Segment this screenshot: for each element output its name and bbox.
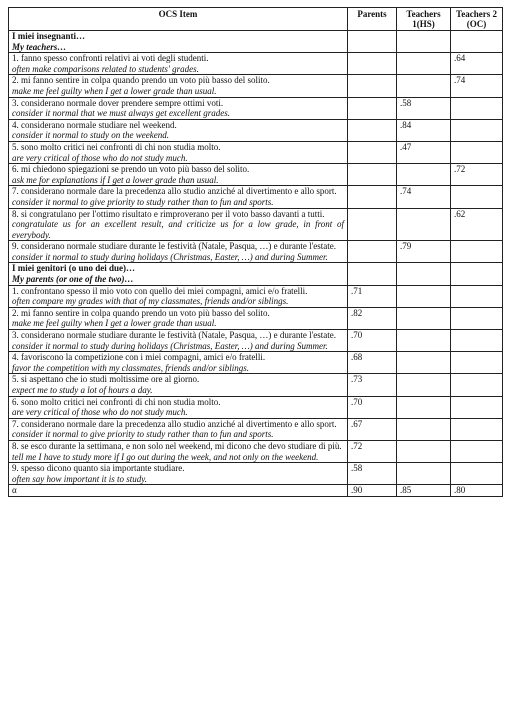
teachers1-value <box>397 330 451 352</box>
item-text-en: consider it normal to study during holidays (Christmas, Easter, …) and during Summer. <box>12 340 328 351</box>
parents-value <box>348 97 397 119</box>
header-row <box>9 8 503 31</box>
alpha-row <box>9 485 503 497</box>
section-title-en: My parents (or one of the two)… <box>12 274 134 285</box>
item-text-it: 7. considerano normale dare la precedenza allo studio anziché al divertimento e allo sport. <box>12 418 337 429</box>
ocs-items-table <box>8 7 503 497</box>
section-title-en: My teachers… <box>12 41 67 52</box>
parents-value <box>348 119 397 141</box>
table-row <box>9 374 503 396</box>
empty-cell <box>348 31 397 53</box>
item-text-it: 4. considerano normale studiare nel weekend. <box>12 119 177 130</box>
teachers1-value: .58 <box>397 97 451 119</box>
table-row <box>9 307 503 329</box>
teachers2-value <box>451 141 503 163</box>
teachers1-value: .84 <box>397 119 451 141</box>
item-text-en: consider it normal to study during holidays (Christmas, Easter, …) and during Summer. <box>12 251 328 262</box>
teachers1-value <box>397 463 451 485</box>
table-row <box>9 285 503 307</box>
item-text-it: 6. sono molto critici nei confronti di chi non studia molto. <box>12 396 221 407</box>
item-cell <box>9 164 348 186</box>
item-text-en: congratulate us for an excellent result, and criticize us for a low grade, in front of everybody. <box>12 219 344 240</box>
item-cell <box>9 463 348 485</box>
item-text-it: 5. si aspettano che io studi moltissime ore al giorno. <box>12 374 200 385</box>
teachers1-value <box>397 285 451 307</box>
alpha-teachers2: .80 <box>451 485 503 497</box>
teachers1-value <box>397 75 451 97</box>
teachers1-value <box>397 396 451 418</box>
teachers2-value: .62 <box>451 208 503 241</box>
teachers1-value <box>397 307 451 329</box>
parents-value: .68 <box>348 352 397 374</box>
table-row <box>9 463 503 485</box>
teachers2-value <box>451 307 503 329</box>
item-cell <box>9 330 348 352</box>
item-text-it: 8. si congratulano per l'ottimo risultato e rimproverano per il voto basso davanti a tutti. <box>12 208 325 219</box>
teachers2-value <box>451 352 503 374</box>
item-text-it: 1. confrontano spesso il mio voto con quello dei miei compagni, amici e/o fratelli. <box>12 285 308 296</box>
teachers1-value: .74 <box>397 186 451 208</box>
table-row <box>9 186 503 208</box>
item-text-it: 3. considerano normale dover prendere sempre ottimi voti. <box>12 97 224 108</box>
item-cell <box>9 396 348 418</box>
item-cell <box>9 307 348 329</box>
teachers2-value: .74 <box>451 75 503 97</box>
table-row <box>9 396 503 418</box>
item-cell <box>9 241 348 263</box>
teachers2-value <box>451 374 503 396</box>
teachers2-value <box>451 97 503 119</box>
item-text-it: 5. sono molto critici nei confronti di chi non studia molto. <box>12 141 221 152</box>
item-text-en: often say how important it is to study. <box>12 473 148 484</box>
parents-value: .67 <box>348 418 397 440</box>
item-text-en: consider it normal to give priority to study rather than to fun and sports. <box>12 429 274 440</box>
teachers1-value <box>397 53 451 75</box>
item-cell <box>9 418 348 440</box>
alpha-parents: .90 <box>348 485 397 497</box>
empty-cell <box>397 31 451 53</box>
item-cell <box>9 97 348 119</box>
teachers1-value <box>397 418 451 440</box>
parents-value: .82 <box>348 307 397 329</box>
section-title-cell <box>9 263 348 285</box>
section-title-it: I miei insegnanti… <box>12 31 86 41</box>
parents-value <box>348 141 397 163</box>
table-row <box>9 119 503 141</box>
table-row <box>9 141 503 163</box>
teachers1-value <box>397 352 451 374</box>
header-parents: Parents <box>348 8 397 31</box>
item-text-en: consider it normal that we must always get excellent grades. <box>12 108 230 119</box>
item-cell <box>9 141 348 163</box>
parents-value: .71 <box>348 285 397 307</box>
teachers2-value <box>451 186 503 208</box>
item-cell <box>9 75 348 97</box>
teachers1-value <box>397 208 451 241</box>
section-title-cell <box>9 31 348 53</box>
empty-cell <box>348 263 397 285</box>
item-text-en: often compare my grades with that of my classmates, friends and/or siblings. <box>12 296 289 307</box>
item-text-it: 2. mi fanno sentire in colpa quando prendo un voto più basso del solito. <box>12 75 270 86</box>
table-row <box>9 164 503 186</box>
item-cell <box>9 208 348 241</box>
teachers1-value: .79 <box>397 241 451 263</box>
item-text-en: consider it normal to give priority to study rather than to fun and sports. <box>12 196 274 207</box>
table-row <box>9 241 503 263</box>
parents-value <box>348 75 397 97</box>
empty-cell <box>451 263 503 285</box>
item-text-it: 6. mi chiedono spiegazioni se prendo un voto più basso del solito. <box>12 164 250 175</box>
teachers2-value <box>451 119 503 141</box>
item-cell <box>9 285 348 307</box>
item-cell <box>9 186 348 208</box>
table-row <box>9 440 503 462</box>
table-body <box>9 31 503 497</box>
teachers2-value <box>451 330 503 352</box>
parents-value <box>348 53 397 75</box>
item-cell <box>9 352 348 374</box>
item-text-it: 8. se esco durante la settimana, e non solo nel weekend, mi dicono che devo studiare di più. <box>12 440 342 451</box>
item-text-en: favor the competition with my classmates, friends and/or siblings. <box>12 362 249 373</box>
item-text-en: are very critical of those who do not study much. <box>12 152 188 163</box>
teachers1-value <box>397 164 451 186</box>
teachers2-value: .72 <box>451 164 503 186</box>
teachers2-value <box>451 396 503 418</box>
teachers2-value <box>451 285 503 307</box>
parents-value: .70 <box>348 330 397 352</box>
item-cell <box>9 374 348 396</box>
item-text-it: 1. fanno spesso confronti relativi ai voti degli studenti. <box>12 53 209 64</box>
teachers1-value <box>397 440 451 462</box>
item-text-en: make me feel guilty when I get a lower grade than usual. <box>12 318 217 329</box>
empty-cell <box>451 31 503 53</box>
item-text-en: consider it normal to study on the weekend. <box>12 130 169 141</box>
section-header-row <box>9 263 503 285</box>
table-row <box>9 330 503 352</box>
teachers2-value <box>451 440 503 462</box>
parents-value <box>348 164 397 186</box>
parents-value: .72 <box>348 440 397 462</box>
table-row <box>9 352 503 374</box>
item-text-en: are very critical of those who do not study much. <box>12 407 188 418</box>
item-text-it: 9. spesso dicono quanto sia importante studiare. <box>12 463 185 474</box>
table-row <box>9 418 503 440</box>
item-cell <box>9 119 348 141</box>
empty-cell <box>397 263 451 285</box>
header-item: OCS Item <box>9 8 348 31</box>
parents-value: .58 <box>348 463 397 485</box>
parents-value: .70 <box>348 396 397 418</box>
item-text-it: 9. considerano normale studiare durante le festività (Natale, Pasqua, …) e durante l'estate. <box>12 241 336 252</box>
header-teachers2: Teachers 2 (OC) <box>451 8 503 31</box>
header-teachers1: Teachers 1(HS) <box>397 8 451 31</box>
item-cell <box>9 53 348 75</box>
alpha-label: α <box>9 485 348 497</box>
parents-value: .73 <box>348 374 397 396</box>
teachers1-value <box>397 374 451 396</box>
item-text-it: 4. favoriscono la competizione con i miei compagni, amici e/o fratelli. <box>12 352 266 363</box>
parents-value <box>348 186 397 208</box>
alpha-teachers1: .85 <box>397 485 451 497</box>
item-text-it: 7. considerano normale dare la precedenza allo studio anziché al divertimento e allo sport. <box>12 186 337 197</box>
item-text-it: 2. mi fanno sentire in colpa quando prendo un voto più basso del solito. <box>12 307 270 318</box>
table-row <box>9 53 503 75</box>
item-cell <box>9 440 348 462</box>
table-row <box>9 75 503 97</box>
item-text-en: often make comparisons related to students' grades. <box>12 63 199 74</box>
section-title-it: I miei genitori (o uno dei due)… <box>12 263 135 274</box>
item-text-en: make me feel guilty when I get a lower grade than usual. <box>12 85 217 96</box>
item-text-en: ask me for explanations if I get a lower grade than usual. <box>12 174 219 185</box>
teachers1-value: .47 <box>397 141 451 163</box>
parents-value <box>348 241 397 263</box>
teachers2-value <box>451 463 503 485</box>
item-text-en: expect me to study a lot of hours a day. <box>12 385 153 395</box>
teachers2-value <box>451 418 503 440</box>
table-row <box>9 208 503 241</box>
teachers2-value: .64 <box>451 53 503 75</box>
parents-value <box>348 208 397 241</box>
table-row <box>9 97 503 119</box>
item-text-it: 3. considerano normale studiare durante le festività (Natale, Pasqua, …) e durante l'estate. <box>12 330 336 341</box>
section-header-row <box>9 31 503 53</box>
item-text-en: tell me I have to study more if I go out during the week, and not only on the weekend. <box>12 451 319 462</box>
teachers2-value <box>451 241 503 263</box>
